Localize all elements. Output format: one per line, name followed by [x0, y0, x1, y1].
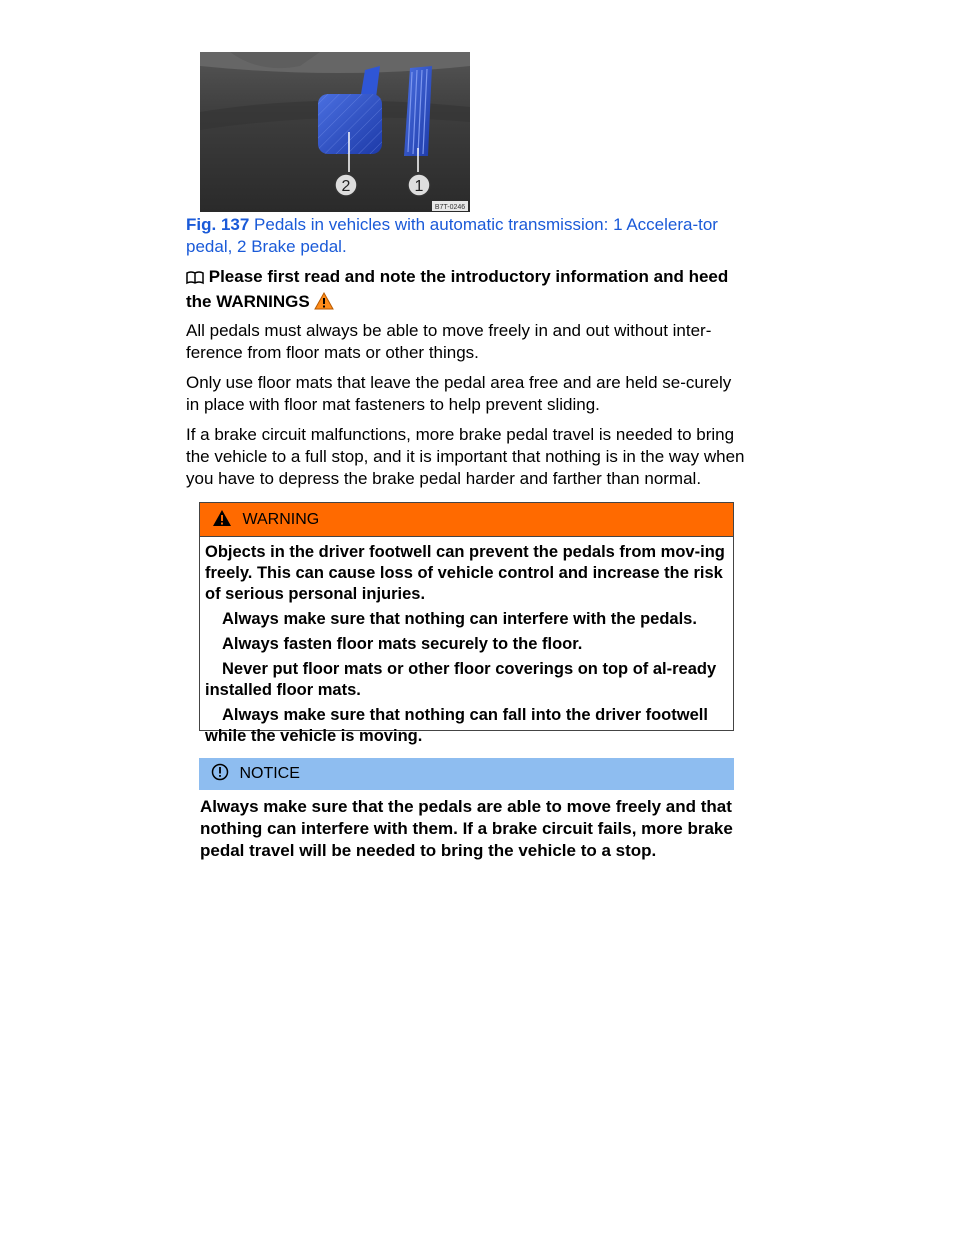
paragraph-floor-mats: Only use floor mats that leave the pedal area free and are held se-curely in place with floor mat fasteners to help prevent sliding.	[186, 373, 732, 414]
figure-caption	[186, 214, 746, 258]
figure-caption-text: Pedals in vehicles with automatic transmission: 1 Accelera-tor pedal, 2 Brake pedal.	[186, 215, 718, 256]
notice-text: Always make sure that the pedals are able to move freely and that nothing can interfere with them. If a brake circuit fails, more brake pedal travel will be needed to bring the vehicle to a stop.	[200, 797, 733, 860]
paragraph-pedals-free: All pedals must always be able to move freely in and out without inter-ference from floor mats or other things.	[186, 321, 712, 362]
svg-text:1: 1	[414, 178, 424, 195]
intro-note	[186, 266, 746, 316]
warning-header	[200, 503, 733, 537]
svg-text:2: 2	[341, 178, 351, 195]
pedals-illustration	[200, 52, 470, 212]
notice-header	[199, 758, 734, 790]
callout-1	[408, 174, 430, 196]
warning-item: Always make sure that nothing can interfere with the pedals.	[222, 610, 697, 628]
warning-lead: Objects in the driver footwell can prevent the pedals from mov-ing freely. This can cause loss of vehicle control and increase the risk of serious personal injuries.	[205, 543, 725, 603]
warning-item: Always fasten floor mats securely to the floor.	[222, 635, 583, 653]
warning-item: Never put floor mats or other floor coverings on top of al-ready installed floor mats.	[205, 660, 717, 699]
notice-title: NOTICE	[239, 765, 300, 782]
book-icon	[186, 269, 204, 291]
warning-box	[199, 502, 734, 745]
warning-title: WARNING	[242, 511, 320, 528]
intro-text: Please first read and note the introductory information and heed the WARNINGS	[186, 267, 729, 311]
callout-2	[335, 174, 357, 196]
warning-triangle-icon	[212, 506, 232, 540]
figure-label: Fig. 137	[186, 215, 250, 234]
exclamation-circle-icon	[211, 761, 229, 793]
warning-body	[200, 537, 733, 747]
paragraph-brake-circuit: If a brake circuit malfunctions, more brake pedal travel is needed to bring the vehicle to a full stop, and it is important that nothing is in the way when you have to depress the brake pedal harder and farther than normal.	[186, 425, 745, 488]
warning-triangle-icon	[314, 292, 334, 316]
warning-item: Always make sure that nothing can fall into the driver footwell while the vehicle is moving.	[205, 706, 708, 745]
pedal-figure	[200, 52, 470, 212]
figure-code: B7T-0246	[434, 204, 466, 211]
